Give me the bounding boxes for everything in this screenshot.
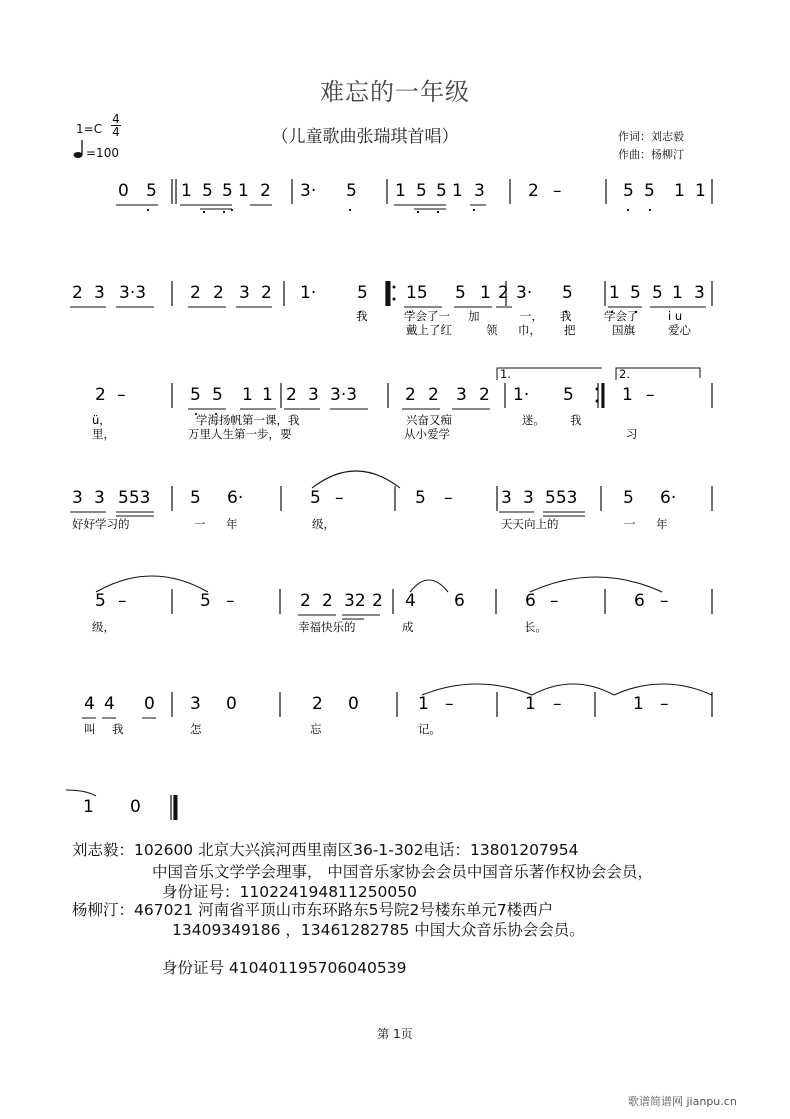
note-number: 2	[213, 283, 224, 303]
note-number: 3	[239, 283, 250, 303]
octave-dot	[147, 209, 149, 211]
note-number: –	[553, 694, 562, 714]
note-number: 5	[310, 488, 321, 508]
note-number: 6·	[227, 488, 244, 508]
note-number: 0	[348, 694, 359, 714]
repeat-dot	[596, 400, 599, 403]
time-signature-bottom: 4	[112, 125, 120, 139]
composer-id-line: 身份证号 410401195706040539	[162, 959, 407, 977]
lyricist-credit: 作词：刘志毅	[618, 130, 684, 143]
lyric-syllable: 一	[624, 517, 636, 531]
note-number: 1	[695, 181, 706, 201]
note-number: 5	[190, 488, 201, 508]
note-number: 2	[72, 283, 83, 303]
note-number: 1	[525, 694, 536, 714]
composer-info-line2: 13409349186 ，13461282785 中国大众音乐协会会员。	[172, 921, 585, 939]
note-number: 5	[623, 488, 634, 508]
lyric-syllable: 级，	[92, 620, 115, 634]
slur-arc	[96, 576, 208, 592]
slur-arc	[66, 790, 96, 796]
note-number: –	[226, 591, 235, 611]
note-number: 2	[528, 181, 539, 201]
octave-dot	[223, 211, 225, 213]
lyric-syllable: 学会了一	[404, 309, 450, 323]
author-info-line3: 身份证号：110224194811250050	[162, 883, 418, 901]
note-number: –	[445, 694, 454, 714]
note-number: 2	[286, 385, 297, 405]
author-info-line2: 中国音乐文学学会理事， 中国音乐家协会会员中国音乐著作权协会会员，	[152, 863, 653, 881]
note-number: 3	[94, 283, 105, 303]
author-info-line1: 刘志毅：102600 北京大兴滨河西里南区36-1-302电话：13801207954	[72, 841, 579, 859]
note-number: 3·3	[330, 385, 358, 405]
note-number: –	[335, 488, 344, 508]
note-number: –	[117, 385, 126, 405]
key-signature: 1=C	[76, 122, 103, 136]
note-number: –	[553, 181, 562, 201]
note-number: 6	[634, 591, 645, 611]
note-number: 3·3	[119, 283, 147, 303]
note-number: 553	[545, 488, 578, 508]
note-number: 1·	[513, 385, 530, 405]
composer-info-line1: 杨柳汀：467021 河南省平顶山市东环路东5号院2号楼东单元7楼西户	[72, 901, 554, 919]
note-number: –	[660, 591, 669, 611]
tempo-marking: =100	[86, 146, 119, 160]
note-number: 5	[212, 385, 223, 405]
note-number: 2	[498, 283, 509, 303]
note-number: 4	[104, 694, 115, 714]
note-number: 4	[405, 591, 416, 611]
note-number: –	[118, 591, 127, 611]
note-number: 1	[238, 181, 249, 201]
site-watermark: 歌谱简谱网 jianpu.cn	[628, 1095, 737, 1108]
lyric-syllable: 戴上了红	[406, 323, 452, 337]
note-number: 15	[406, 283, 428, 303]
note-number: 1	[609, 283, 620, 303]
lyric-syllable: 我	[560, 309, 572, 323]
octave-dot	[649, 209, 651, 211]
lyric-syllable: 忘	[310, 722, 322, 736]
lyric-syllable: 一，	[520, 309, 543, 323]
lyric-syllable: 幸福快乐的	[298, 620, 356, 634]
note-number: 1	[633, 694, 644, 714]
lyric-syllable: 我	[570, 413, 582, 427]
lyric-syllable: 记。	[418, 722, 441, 736]
note-number: 5	[200, 591, 211, 611]
note-number: 3	[474, 181, 485, 201]
note-number: 3	[501, 488, 512, 508]
octave-dot	[349, 209, 351, 211]
lyric-syllable: 好好学习的	[72, 517, 130, 531]
octave-dot	[417, 211, 419, 213]
note-number: 3·	[300, 181, 317, 201]
note-number: 1	[622, 385, 633, 405]
lyric-syllable: i u	[668, 309, 683, 323]
note-number: 6	[525, 591, 536, 611]
note-number: 1	[480, 283, 491, 303]
note-number: 2	[312, 694, 323, 714]
volta-label: 2.	[619, 367, 630, 381]
note-number: 0	[144, 694, 155, 714]
note-number: 5	[623, 181, 634, 201]
song-title: 难忘的一年级	[320, 78, 470, 106]
note-number: 1	[672, 283, 683, 303]
note-number: 5	[146, 181, 157, 201]
lyric-syllable: 怎	[190, 722, 202, 736]
lyric-syllable: 加	[468, 309, 480, 323]
octave-dot	[437, 211, 439, 213]
song-subtitle: （儿童歌曲张瑞琪首唱）	[271, 127, 459, 147]
lyric-syllable: 学海扬帆第一课，我	[196, 413, 300, 427]
repeat-dot	[393, 286, 396, 289]
lyric-syllable: 学会了	[604, 309, 639, 323]
note-number: 2	[405, 385, 416, 405]
lyric-syllable: 年	[226, 517, 238, 531]
repeat-dot	[393, 298, 396, 301]
octave-dot	[473, 209, 475, 211]
note-number: 1	[452, 181, 463, 201]
lyric-syllable: 年	[656, 517, 668, 531]
note-number: 1	[242, 385, 253, 405]
lyric-syllable: 领	[486, 323, 498, 337]
octave-dot	[231, 209, 233, 211]
note-number: 2	[300, 591, 311, 611]
note-number: 0	[118, 181, 129, 201]
note-number: 5	[416, 181, 427, 201]
note-number: 1·	[300, 283, 317, 303]
note-number: 5	[222, 181, 233, 201]
lyric-syllable: 巾，	[518, 323, 541, 337]
lyric-syllable: 国旗	[612, 323, 635, 337]
note-number: 0	[130, 797, 141, 817]
octave-dot	[627, 209, 629, 211]
note-number: –	[660, 694, 669, 714]
note-number: 5	[562, 283, 573, 303]
note-number: 3	[190, 694, 201, 714]
note-number: 5	[455, 283, 466, 303]
octave-dot	[203, 211, 205, 213]
note-number: 3	[523, 488, 534, 508]
note-number: 5	[202, 181, 213, 201]
page-number: 第 1页	[377, 1027, 413, 1041]
note-number: 2	[261, 283, 272, 303]
note-number: 1	[395, 181, 406, 201]
note-number: 5	[436, 181, 447, 201]
time-signature-top: 4	[112, 112, 120, 126]
lyric-syllable: ü，	[92, 413, 111, 427]
slur-arc	[532, 684, 614, 695]
note-number: 1	[674, 181, 685, 201]
note-number: 1	[83, 797, 94, 817]
note-number: 3·	[516, 283, 533, 303]
note-number: 5	[95, 591, 106, 611]
lyric-syllable: 万里人生第一步，要	[188, 427, 292, 441]
note-number: 1	[262, 385, 273, 405]
lyric-syllable: 我	[356, 309, 368, 323]
note-number: 32	[344, 591, 366, 611]
lyric-syllable: 从小爱学	[404, 427, 450, 441]
lyric-syllable: 叫	[84, 722, 96, 736]
note-number: 1	[418, 694, 429, 714]
slur-arc	[530, 577, 662, 592]
lyric-syllable: 我	[112, 722, 124, 736]
note-number: 3	[308, 385, 319, 405]
note-number: 553	[118, 488, 151, 508]
lyric-syllable: 天天向上的	[501, 517, 559, 531]
note-number: 2	[260, 181, 271, 201]
note-number: 3	[94, 488, 105, 508]
note-number: 6·	[660, 488, 677, 508]
note-number: 5	[357, 283, 368, 303]
note-number: 4	[84, 694, 95, 714]
note-number: –	[646, 385, 655, 405]
note-number: –	[550, 591, 559, 611]
lyric-syllable: 兴奋又痴	[406, 413, 452, 427]
lyric-syllable: 把	[564, 323, 576, 337]
lyric-syllable: 长。	[524, 620, 547, 634]
lyric-syllable: 爱心	[668, 323, 691, 337]
note-number: 2	[428, 385, 439, 405]
note-number: –	[444, 488, 453, 508]
slur-arc	[312, 471, 400, 488]
note-number: 5	[563, 385, 574, 405]
lyric-syllable: 一	[194, 517, 206, 531]
note-number: 5	[190, 385, 201, 405]
note-number: 5	[644, 181, 655, 201]
lyric-syllable: 里，	[92, 427, 115, 441]
lyric-syllable: 级，	[312, 517, 335, 531]
note-number: 1	[181, 181, 192, 201]
note-number: 5	[415, 488, 426, 508]
note-number: 3	[72, 488, 83, 508]
note-number: 2	[372, 591, 383, 611]
repeat-dot	[596, 388, 599, 391]
lyric-syllable: 习	[626, 427, 638, 441]
note-number: 2	[95, 385, 106, 405]
note-number: 5	[652, 283, 663, 303]
note-number: 2	[322, 591, 333, 611]
slur-arc	[422, 684, 532, 695]
lyric-syllable: 迷。	[522, 413, 545, 427]
volta-label: 1.	[500, 367, 511, 381]
note-number: 5	[630, 283, 641, 303]
note-number: 3	[694, 283, 705, 303]
volta-bracket	[497, 368, 602, 380]
lyric-syllable: 成	[402, 620, 414, 634]
note-number: 3	[456, 385, 467, 405]
note-number: 6	[454, 591, 465, 611]
note-number: 0	[226, 694, 237, 714]
note-number: 5	[346, 181, 357, 201]
note-number: 2	[190, 283, 201, 303]
composer-credit: 作曲：杨柳汀	[618, 148, 684, 161]
note-number: 2	[479, 385, 490, 405]
